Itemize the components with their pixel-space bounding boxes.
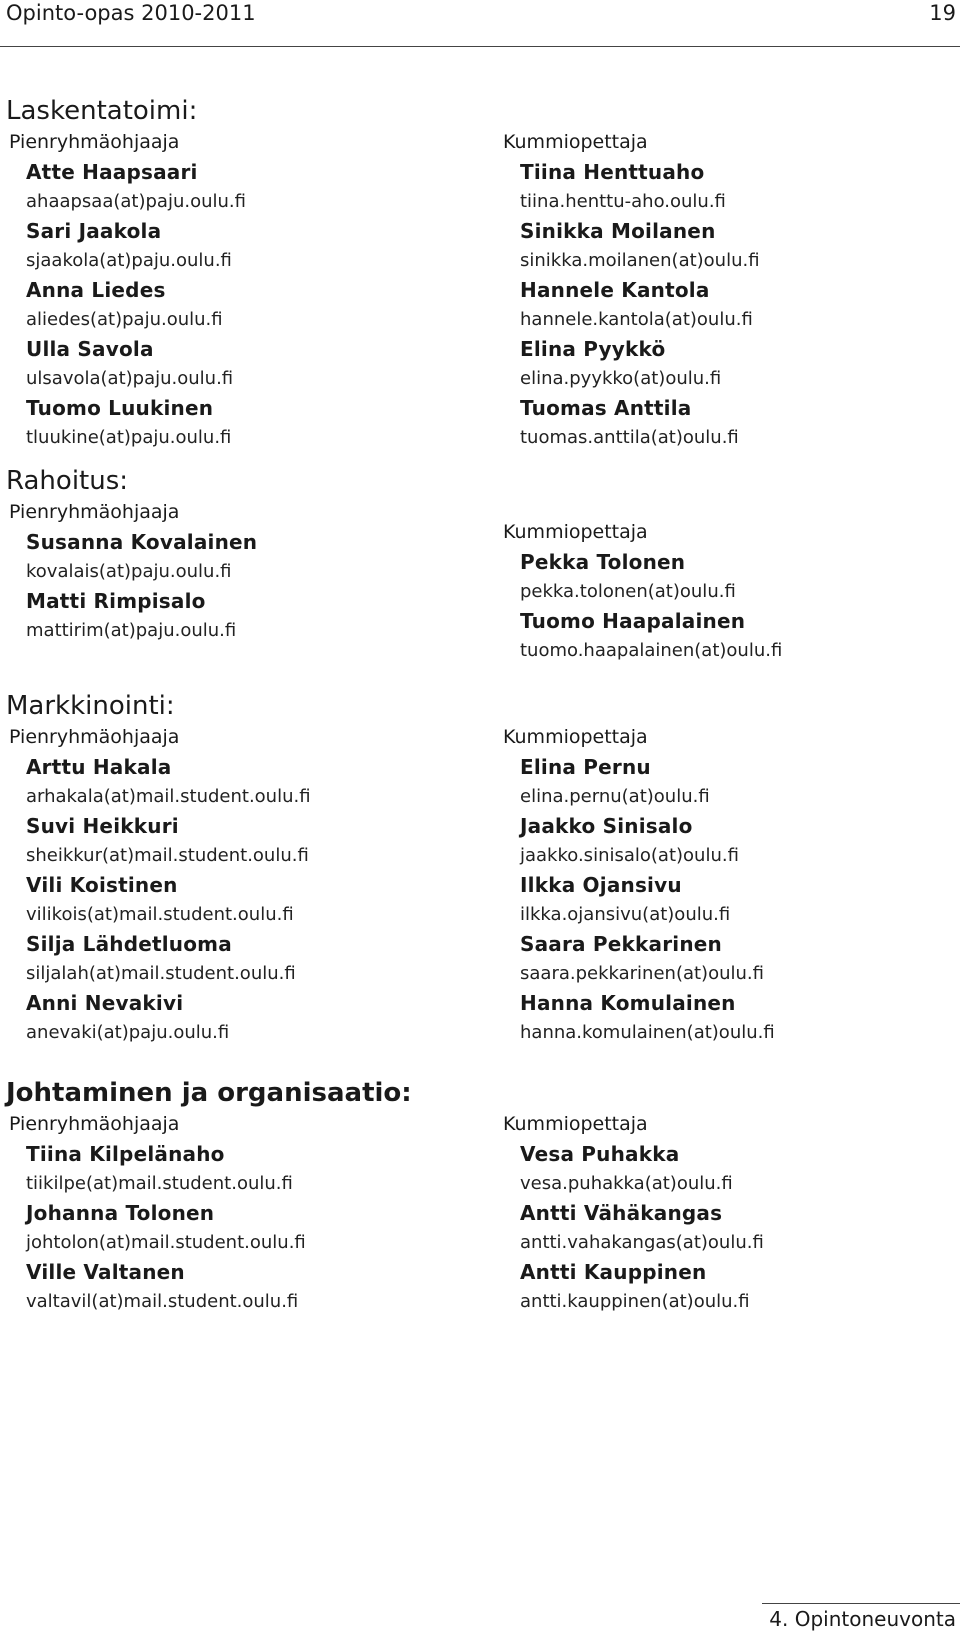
section-johtaminen — [6, 1078, 412, 1315]
contact-name: Pekka Tolonen — [520, 550, 686, 574]
contact-email: tuomo.haapalainen(at)oulu.fi — [520, 640, 783, 661]
section-markkinointi — [6, 691, 311, 1046]
contact-email: aliedes(at)paju.oulu.fi — [26, 309, 223, 330]
section-rahoitus — [6, 466, 257, 644]
contact-name: Ulla Savola — [26, 337, 154, 361]
contact-entry — [520, 546, 782, 605]
contact-name: Hanna Komulainen — [520, 991, 736, 1015]
contact-entry — [26, 751, 311, 810]
role-label: Pienryhmäohjaaja — [9, 726, 180, 748]
contact-email: tluukine(at)paju.oulu.fi — [26, 427, 232, 448]
contact-entry — [26, 1256, 412, 1315]
contact-name: Tiina Henttuaho — [520, 160, 705, 184]
contact-email: antti.vahakangas(at)oulu.fi — [520, 1232, 764, 1253]
contact-email: tiikilpe(at)mail.student.oulu.fi — [26, 1173, 293, 1194]
role-label: Pienryhmäohjaaja — [9, 501, 180, 523]
section-title: Laskentatoimi: — [6, 96, 198, 126]
contact-email: sjaakola(at)paju.oulu.fi — [26, 250, 232, 271]
contact-name: Tiina Kilpelänaho — [26, 1142, 225, 1166]
document-title: Opinto-opas 2010-2011 — [6, 1, 256, 25]
contact-email: elina.pernu(at)oulu.fi — [520, 786, 710, 807]
contact-entry — [520, 156, 760, 215]
contact-email: johtolon(at)mail.student.oulu.fi — [26, 1232, 306, 1253]
contact-email: valtavil(at)mail.student.oulu.fi — [26, 1291, 299, 1312]
contact-name: Anni Nevakivi — [26, 991, 184, 1015]
contact-entry — [520, 605, 782, 664]
contact-name: Ilkka Ojansivu — [520, 873, 682, 897]
contact-entry — [520, 869, 775, 928]
contact-entry — [26, 1197, 412, 1256]
page-footer — [762, 1603, 960, 1634]
group-kummiopettaja-2 — [500, 519, 782, 664]
contact-email: anevaki(at)paju.oulu.fi — [26, 1022, 230, 1043]
contact-name: Jaakko Sinisalo — [520, 814, 693, 838]
contact-email: tuomas.anttila(at)oulu.fi — [520, 427, 739, 448]
contact-email: hanna.komulainen(at)oulu.fi — [520, 1022, 775, 1043]
contact-name: Hannele Kantola — [520, 278, 710, 302]
contact-email: arhakala(at)mail.student.oulu.fi — [26, 786, 311, 807]
group-kummiopettaja-4 — [500, 1111, 764, 1315]
role-label: Pienryhmäohjaaja — [9, 1113, 180, 1135]
role-label: Kummiopettaja — [503, 1113, 648, 1135]
contact-entry — [520, 333, 760, 392]
contact-email: jaakko.sinisalo(at)oulu.fi — [520, 845, 739, 866]
contact-name: Antti Kauppinen — [520, 1260, 707, 1284]
contact-entry — [520, 1256, 764, 1315]
role-label: Pienryhmäohjaaja — [9, 131, 180, 153]
contact-entry — [520, 810, 775, 869]
contact-email: siljalah(at)mail.student.oulu.fi — [26, 963, 296, 984]
contact-email: vilikois(at)mail.student.oulu.fi — [26, 904, 294, 925]
contact-email: vesa.puhakka(at)oulu.fi — [520, 1173, 733, 1194]
contact-entry — [520, 987, 775, 1046]
contact-name: Saara Pekkarinen — [520, 932, 722, 956]
contact-name: Elina Pyykkö — [520, 337, 666, 361]
contact-entry — [26, 869, 311, 928]
contact-email: sheikkur(at)mail.student.oulu.fi — [26, 845, 309, 866]
section-title: Markkinointi: — [6, 691, 175, 721]
contact-name: Johanna Tolonen — [26, 1201, 215, 1225]
contact-entry — [26, 156, 246, 215]
chapter-label: 4. Opintoneuvonta — [769, 1607, 956, 1631]
contact-name: Sari Jaakola — [26, 219, 162, 243]
contact-entry — [26, 526, 257, 585]
contact-entry — [520, 215, 760, 274]
contact-email: pekka.tolonen(at)oulu.fi — [520, 581, 736, 602]
contact-name: Matti Rimpisalo — [26, 589, 206, 613]
contact-name: Vesa Puhakka — [520, 1142, 680, 1166]
contact-name: Suvi Heikkuri — [26, 814, 179, 838]
contact-email: kovalais(at)paju.oulu.fi — [26, 561, 232, 582]
role-label: Kummiopettaja — [503, 521, 648, 543]
page-number: 19 — [929, 1, 956, 25]
contact-name: Susanna Kovalainen — [26, 530, 258, 554]
contact-email: ulsavola(at)paju.oulu.fi — [26, 368, 234, 389]
contact-email: mattirim(at)paju.oulu.fi — [26, 620, 237, 641]
contact-email: hannele.kantola(at)oulu.fi — [520, 309, 753, 330]
contact-name: Tuomo Haapalainen — [520, 609, 746, 633]
contact-name: Silja Lähdetluoma — [26, 932, 232, 956]
contact-entry — [520, 274, 760, 333]
contact-entry — [26, 215, 246, 274]
contact-entry — [26, 810, 311, 869]
contact-entry — [26, 987, 311, 1046]
contact-entry — [26, 274, 246, 333]
role-label: Kummiopettaja — [503, 131, 648, 153]
contact-email: antti.kauppinen(at)oulu.fi — [520, 1291, 750, 1312]
contact-entry — [520, 392, 760, 451]
contact-entry — [26, 333, 246, 392]
group-kummiopettaja-3 — [500, 724, 775, 1046]
page-header — [0, 0, 960, 47]
contact-name: Sinikka Moilanen — [520, 219, 716, 243]
contact-email: saara.pekkarinen(at)oulu.fi — [520, 963, 764, 984]
contact-name: Antti Vähäkangas — [520, 1201, 723, 1225]
contact-entry — [26, 585, 257, 644]
contact-email: sinikka.moilanen(at)oulu.fi — [520, 250, 760, 271]
section-title: Rahoitus: — [6, 466, 129, 496]
contact-entry — [520, 1197, 764, 1256]
contact-name: Tuomas Anttila — [520, 396, 692, 420]
contact-name: Vili Koistinen — [26, 873, 178, 897]
contact-entry — [26, 392, 246, 451]
contact-name: Arttu Hakala — [26, 755, 172, 779]
contact-email: ilkka.ojansivu(at)oulu.fi — [520, 904, 731, 925]
contact-name: Anna Liedes — [26, 278, 166, 302]
contact-email: tiina.henttu-aho.oulu.fi — [520, 191, 726, 212]
section-title: Johtaminen ja organisaatio: — [6, 1078, 412, 1108]
contact-email: ahaapsaa(at)paju.oulu.fi — [26, 191, 246, 212]
section-laskentatoimi — [6, 96, 246, 451]
contact-name: Tuomo Luukinen — [26, 396, 214, 420]
contact-name: Atte Haapsaari — [26, 160, 198, 184]
group-kummiopettaja-1 — [500, 129, 760, 451]
contact-entry — [520, 1138, 764, 1197]
contact-entry — [26, 1138, 412, 1197]
contact-name: Elina Pernu — [520, 755, 651, 779]
contact-entry — [520, 928, 775, 987]
contact-email: elina.pyykko(at)oulu.fi — [520, 368, 722, 389]
contact-entry — [520, 751, 775, 810]
role-label: Kummiopettaja — [503, 726, 648, 748]
contact-name: Ville Valtanen — [26, 1260, 185, 1284]
contact-entry — [26, 928, 311, 987]
